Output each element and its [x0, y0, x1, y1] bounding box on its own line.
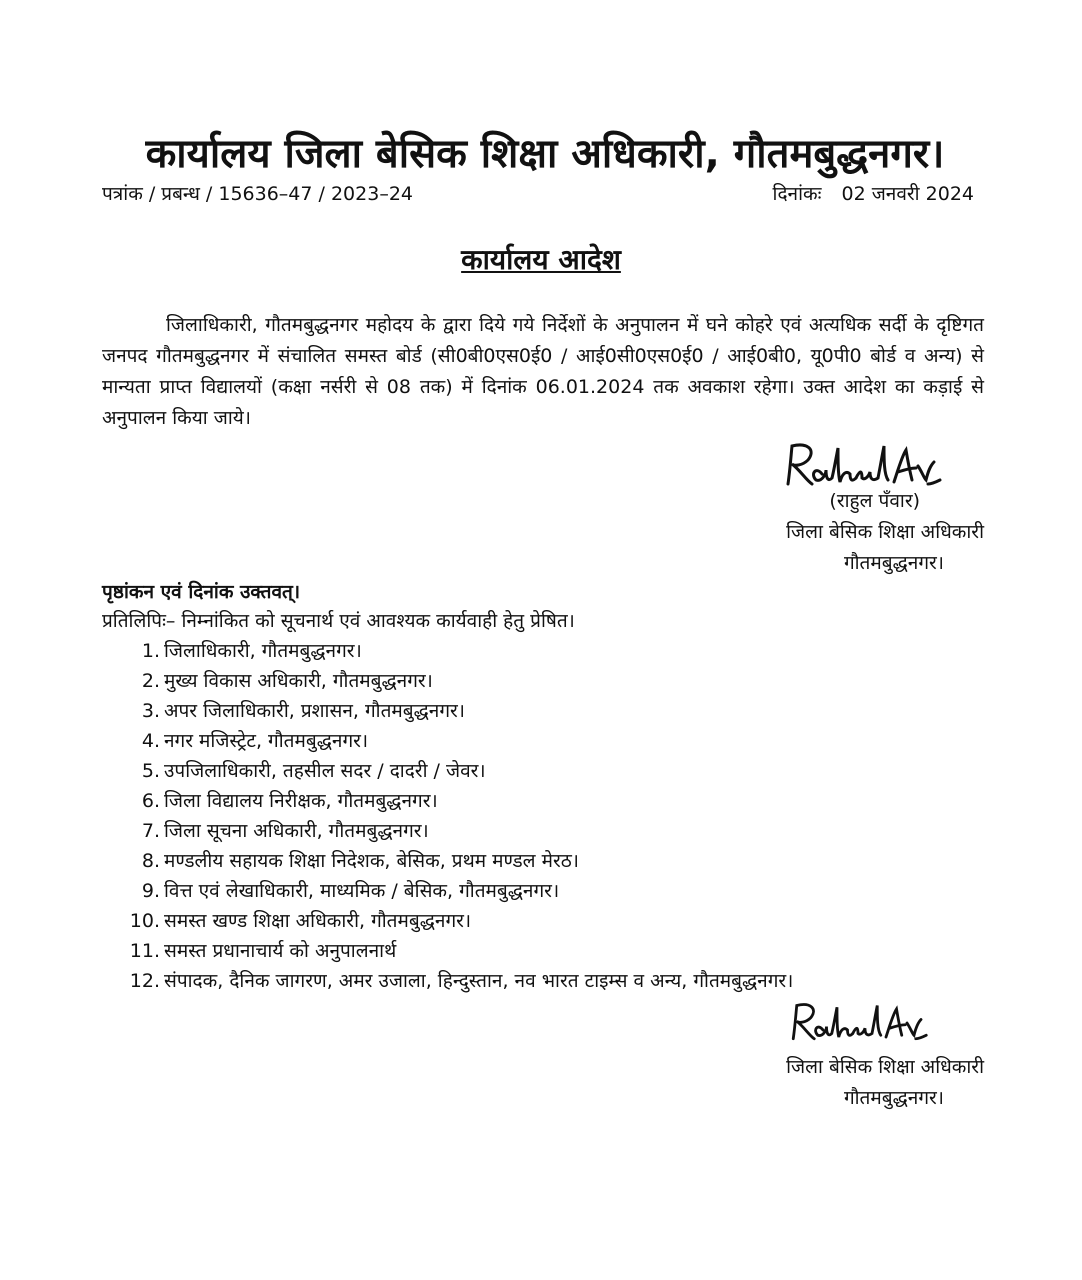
recipient-item	[102, 936, 793, 966]
endorsement-heading: पृष्ठांकन एवं दिनांक उक्तवत्।	[102, 581, 301, 603]
recipient-item	[102, 696, 793, 726]
signature-2-block	[786, 1052, 984, 1114]
date-value: 02 जनवरी 2024	[841, 183, 974, 205]
recipient-text: जिला सूचना अधिकारी, गौतमबुद्धनगर।	[164, 820, 429, 842]
recipient-list	[102, 636, 793, 996]
recipient-text: नगर मजिस्ट्रेट, गौतमबुद्धनगर।	[164, 730, 369, 752]
recipient-text: समस्त खण्ड शिक्षा अधिकारी, गौतमबुद्धनगर।	[164, 910, 472, 932]
recipient-text: समस्त प्रधानाचार्य को अनुपालनार्थ	[164, 940, 397, 962]
recipient-number: 9.	[141, 880, 160, 902]
office-heading: कार्यालय जिला बेसिक शिक्षा अधिकारी, गौतमबुद्धनगर।	[145, 131, 945, 177]
recipient-item	[102, 636, 793, 666]
date-label: दिनांकः	[772, 183, 822, 205]
recipient-item	[102, 726, 793, 756]
issue-date	[773, 180, 974, 208]
recipient-number: 4.	[141, 730, 160, 752]
signature-2	[788, 1000, 928, 1046]
recipient-item	[102, 876, 793, 906]
recipient-text: जिलाधिकारी, गौतमबुद्धनगर।	[164, 640, 362, 662]
order-title: कार्यालय आदेश	[461, 243, 621, 276]
recipient-text: संपादक, दैनिक जागरण, अमर उजाला, हिन्दुस्तान, नव भारत टाइम्स व अन्य, गौतमबुद्धनगर।	[164, 970, 794, 992]
signatory-name: (राहुल पँवार)	[829, 490, 920, 512]
order-body: जिलाधिकारी, गौतमबुद्धनगर महोदय के द्वारा दिये गये निर्देशों के अनुपालन में घने कोहरे एवं अत्यधिक सर्दी के दृष्टिगत जनपद गौतमबुद्धनगर में संचालित समस्त बोर्ड (सी0बी0एस0ई0 / आई0सी0एस0ई0 / आई0बी0, यू0पी0 बोर्ड व अन्य) से मान्यता प्राप्त विद्यालयों (कक्षा नर्सरी से 08 तक) में दिनांक 06.01.2024 तक अवकाश रहेगा। उक्त आदेश का कड़ाई से अनुपालन किया जाये।	[102, 314, 984, 429]
recipient-number: 6.	[141, 790, 160, 812]
order-title-wrap	[0, 240, 1082, 280]
reference-number: पत्रांक / प्रबन्ध / 15636–47 / 2023–24	[102, 183, 413, 205]
signatory-designation: जिला बेसिक शिक्षा अधिकारी	[786, 521, 984, 543]
recipient-item	[102, 756, 793, 786]
recipient-text: मण्डलीय सहायक शिक्षा निदेशक, बेसिक, प्रथम मण्डल मेरठ।	[164, 850, 579, 872]
recipient-number: 12.	[129, 970, 160, 992]
signature-1-block	[786, 486, 984, 579]
recipient-number: 8.	[141, 850, 160, 872]
recipient-number: 2.	[141, 670, 160, 692]
copy-to-line: प्रतिलिपिः– निम्नांकित को सूचनार्थ एवं आवश्यक कार्यवाही हेतु प्रेषित।	[102, 610, 575, 632]
recipient-item	[102, 786, 793, 816]
recipient-text: मुख्य विकास अधिकारी, गौतमबुद्धनगर।	[164, 670, 433, 692]
signatory-place: गौतमबुद्धनगर।	[843, 552, 944, 574]
recipient-number: 11.	[129, 940, 160, 962]
recipient-item	[102, 846, 793, 876]
recipient-number: 1.	[141, 640, 160, 662]
recipient-text: उपजिलाधिकारी, तहसील सदर / दादरी / जेवर।	[164, 760, 486, 782]
recipient-text: अपर जिलाधिकारी, प्रशासन, गौतमबुद्धनगर।	[164, 700, 466, 722]
recipient-item	[102, 906, 793, 936]
recipient-number: 5.	[141, 760, 160, 782]
recipient-number: 7.	[141, 820, 160, 842]
signature-1	[782, 440, 942, 492]
signatory-2-place: गौतमबुद्धनगर।	[843, 1087, 944, 1109]
recipient-number: 10.	[129, 910, 160, 932]
recipient-item	[102, 666, 793, 696]
recipient-number: 3.	[141, 700, 160, 722]
recipient-text: वित्त एवं लेखाधिकारी, माध्यमिक / बेसिक, गौतमबुद्धनगर।	[164, 880, 560, 902]
recipient-item	[102, 816, 793, 846]
signatory-2-designation: जिला बेसिक शिक्षा अधिकारी	[786, 1056, 984, 1078]
recipient-item	[102, 966, 793, 996]
recipient-text: जिला विद्यालय निरीक्षक, गौतमबुद्धनगर।	[164, 790, 438, 812]
